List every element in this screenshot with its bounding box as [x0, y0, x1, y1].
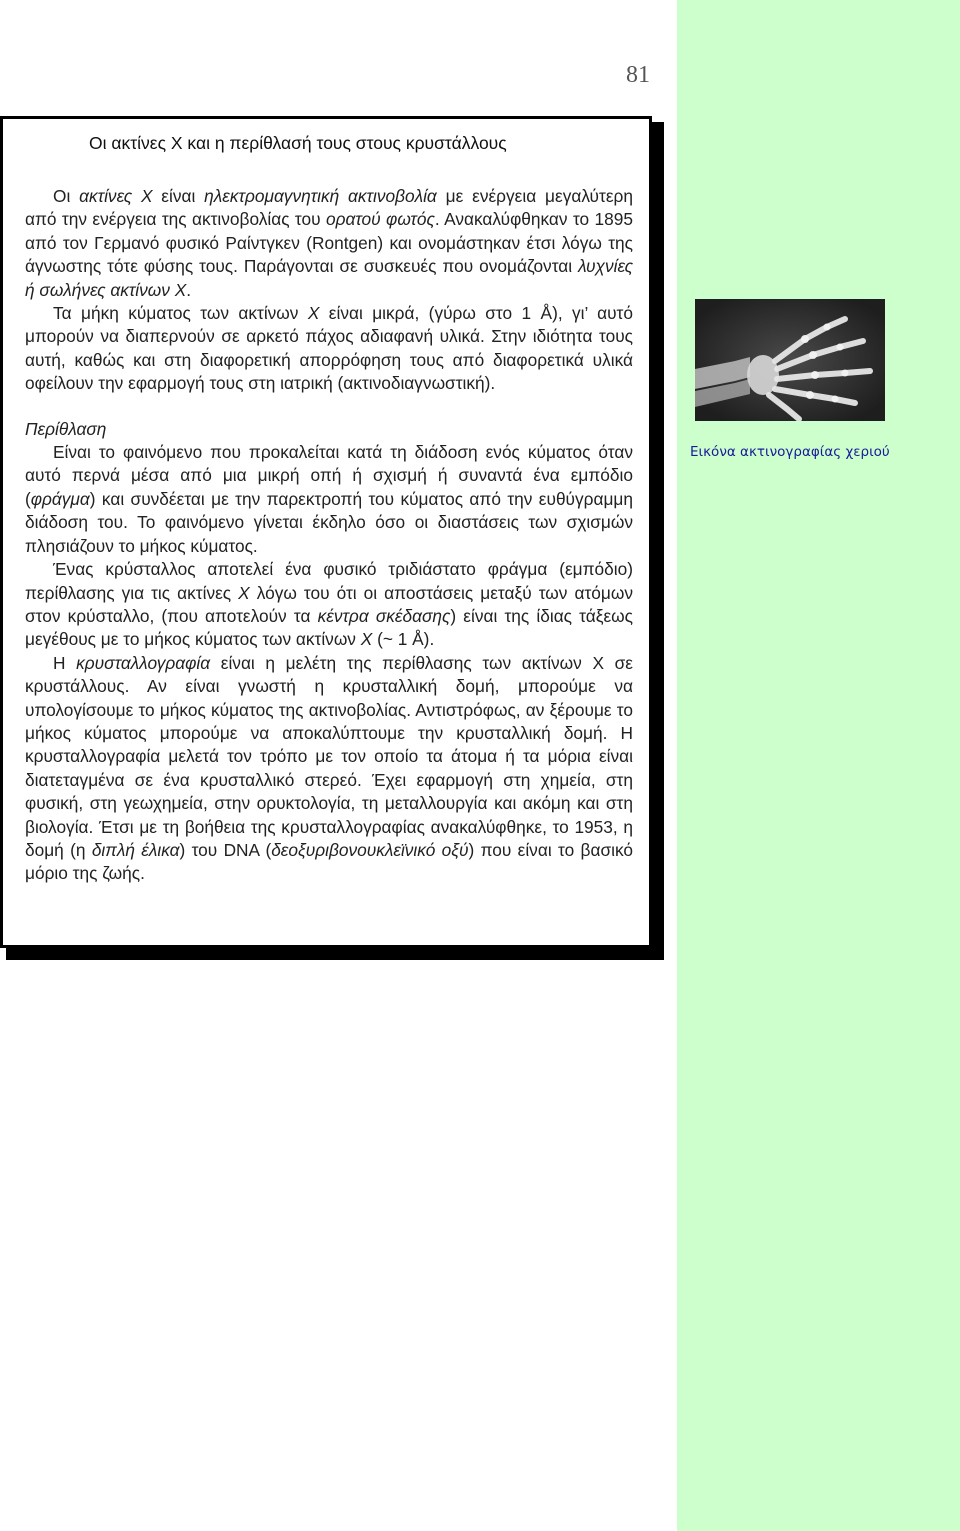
hand-xray-image [695, 299, 885, 421]
hand-xray-drawing [695, 299, 885, 421]
paragraph-crystal-grating: Ένας κρύσταλλος αποτελεί ένα φυσικό τριδιάστατο φράγμα (εμπόδιο) περίθλασης για τις ακτίνες Χ λόγω του ότι οι αποστάσεις μεταξύ των ατόμων στον κρύσταλλο, (που αποτελούν τα κέντρα σκέδασης) είναι της ίδιας τάξεως μεγέθους με το μήκος κύματος των ακτίνων Χ (~ 1 Å). [25, 559, 634, 650]
paragraph-crystallography: Η κρυσταλλογραφία είναι η μελέτη της περίθλασης των ακτίνων Χ σε κρυστάλλους. Αν είναι γνωστή η κρυσταλλική δομή, μπορούμε να υπολογίσουμε το μήκος κύματος της ακτινοβολίας. Αντιστρόφως, αν ξέρουμε το μήκος κύματος μπορούμε να αποκαλύπτουμε την κρυσταλλική δομή. Η κρυσταλλογραφία μελετά τον τρόπο με τον οποίο τα άτομα ή τα μόρια είναι διατεταγμένα σε ένα κρυσταλλικό στερεό. Έχει εφαρμογή στη χημεία, στη φυσική, στη γεωχημεία, στην ορυκτολογία, τη μεταλλουργία και ακόμη και στη βιολογία. Έτσι με τη βοήθεια της κρυσταλλογραφίας ανακαλύφθηκε, το 1953, η δομή (η διπλή έλικα) του DNA (δεοξυριβονουκλεϊνικό οξύ) που είναι το βασικό μόριο της ζωής. [25, 652, 634, 884]
paragraph-diffraction: Είναι το φαινόμενο που προκαλείται κατά τη διάδοση ενός κύματος όταν αυτό περνά μέσα από μια μικρή οπή ή σχισμή ή συναντά ένα εμπόδιο (φράγμα) και συνδέεται με την παρεκτροπή του κύματος από την ευθύγραμμη διάδοση του. Το φαινόμενο γίνεται έκδηλο όσο οι διαστάσεις των σχισμών πλησιάζουν το μήκος κύματος. [25, 442, 633, 556]
image-caption: Εικόνα ακτινογραφίας χεριού [690, 444, 890, 460]
paragraph-wavelength: Τα μήκη κύματος των ακτίνων Χ είναι μικρά, (γύρω στο 1 Å), γι’ αυτό μπορούν να διαπερνούν σε αρκετό πάχος αδιαφανή υλικά. Στην ιδιότητα τους αυτή, καθώς και στη διαφορετική απορρόφηση τους από διαφορετικά υλικά οφείλουν την εφαρμογή τους στη ιατρική (ακτινοδιαγνωστική). [25, 303, 633, 394]
section-title: Οι ακτίνες Χ και η περίθλασή τους στους κρυστάλλους [89, 133, 507, 153]
paragraph-xrays-intro: Οι ακτίνες Χ είναι ηλεκτρομαγνητική ακτινοβολία με ενέργεια μεγαλύτερη από την ενέργεια της ακτινοβολίας του ορατού φωτός. Ανακαλύφθηκαν το 1895 από τον Γερμανό φυσικό Ραίντγκεν (Rontgen) και ονομάστηκαν έτσι λόγω της άγνωστης τότε φύσης τους. Παράγονται σε συσκευές που ονομάζονται λυχνίες ή σωλήνες ακτίνων Χ. [25, 186, 633, 300]
text-box [0, 116, 652, 948]
page-number: 81 [626, 62, 650, 88]
sidebar-margin [677, 0, 960, 1531]
diffraction-heading: Περίθλαση [25, 418, 107, 439]
